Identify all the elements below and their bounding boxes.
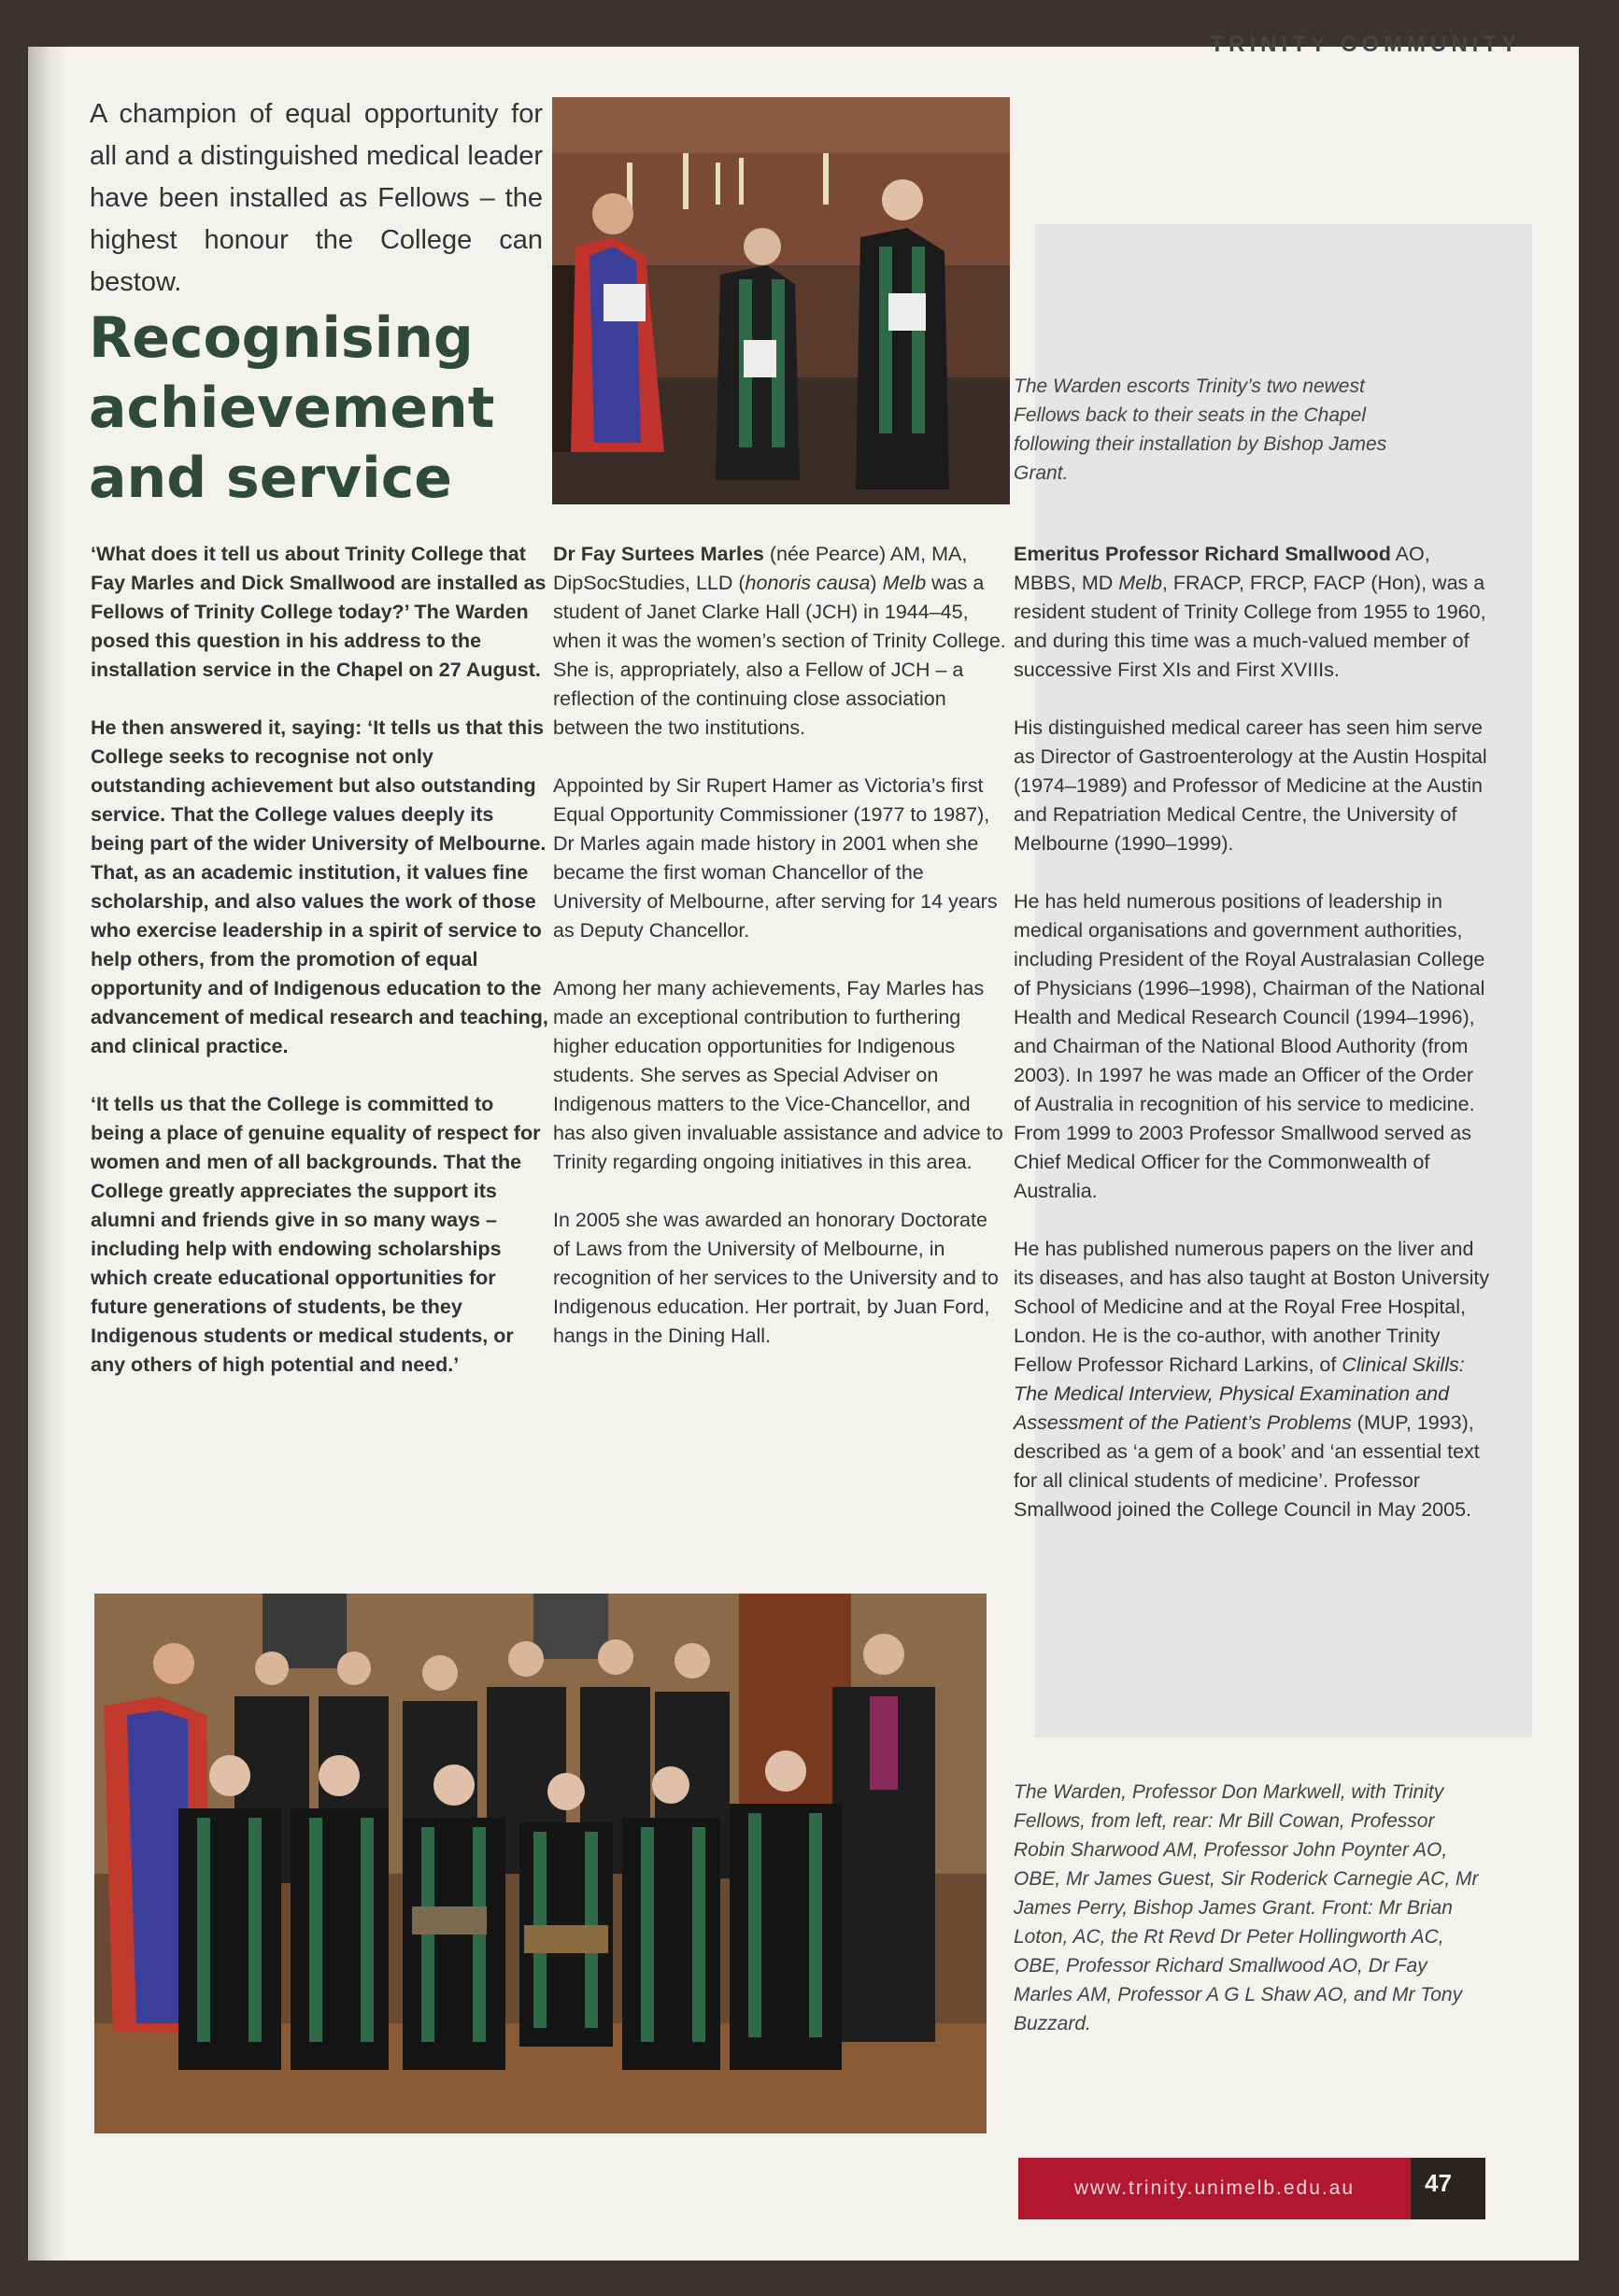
text-italic: honoris causa	[745, 572, 871, 594]
column-1	[91, 540, 548, 1409]
col1-paragraph: ‘It tells us that the College is committed to being a place of genuine equality of respect for women and men of all backgrounds. That the College greatly appreciates the support its alumni and friends give in so many ways – including help with endowing scholarships which create educational opportunities for future generations of students, be they Indigenous students or medical students, or any others of high potential and need.’	[91, 1093, 541, 1376]
col2-paragraph: Among her many achievements, Fay Marles has made an exceptional contribution to furthering higher education opportunities for Indigenous students. She serves as Special Adviser on Indigenous matters to the Vice-Chancellor, and has also given invaluable assistance and advice to Trinity regarding ongoing initiatives in this area.	[553, 977, 1003, 1173]
col3-paragraph: His distinguished medical career has seen him serve as Director of Gastroenterology at the Austin Hospital (1974–1989) and Professor of Medicine at the Austin and Repatriation Medical Centre, the University of Melbourne (1990–1999).	[1014, 716, 1487, 855]
chapel-procession-photo	[552, 97, 1010, 504]
fellows-group-photo	[94, 1594, 987, 2133]
col2-paragraph: In 2005 she was awarded an honorary Doctorate of Laws from the University of Melbourne, in recognition of her services to the University and to Indigenous education. Her portrait, by Juan Ford, hangs in the Dining Hall.	[553, 1209, 999, 1347]
photo2-caption: The Warden, Professor Don Markwell, with Trinity Fellows, from left, rear: Mr Bill Cowan, Professor Robin Sharwood AM, Professor John Poynter AO, OBE, Mr James Guest, Sir Roderick Carnegie AC, Mr James Perry, Bishop James Grant. Front: Mr Brian Loton, AC, the Rt Revd Dr Peter Hollingworth AC, OBE, Professor Richard Smallwood AO, Dr Fay Marles AM, Professor A G L Shaw AO, and Mr Tony Buzzard.	[1014, 1781, 1479, 2034]
smallwood-name: Emeritus Professor Richard Smallwood	[1014, 543, 1391, 565]
page-number: 47	[1425, 2169, 1452, 2197]
col3-paragraph: He has held numerous positions of leadership in medical organisations and government authorities, including President of the Royal Australasian College of Physicians (1996–1998), Chairman of the National Health and Medical Research Council (1994–1996), and Chairman of the National Blood Authority (from 2003). In 1997 he was made an Officer of the Order of Australia in recognition of his service to medicine. From 1999 to 2003 Professor Smallwood served as Chief Medical Officer for the Commonwealth of Australia.	[1014, 890, 1485, 1202]
column-2	[553, 540, 1008, 1380]
section-label: TRINITY COMMUNITY	[1210, 32, 1521, 57]
text-span: (MUP, 1993), described as ‘a gem of a book’ and ‘an essential text for all clinical students of medicine’. Professor Smallwood joined the College Council in May 2005.	[1014, 1411, 1480, 1521]
text-span: , FRACP, FRCP, FACP (Hon), was a resident student of Trinity College from 1955 to 1960, and during this time was a much-valued member of successive First XIs and First XVIIIs.	[1014, 572, 1486, 681]
photo1-caption: The Warden escorts Trinity’s two newest Fellows back to their seats in the Chapel following their installation by Bishop James Grant.	[1014, 376, 1387, 484]
intro-standfirst: A champion of equal opportunity for all and a distinguished medical leader have been installed as Fellows – the highest honour the College can bestow.	[90, 99, 543, 297]
marles-name: Dr Fay Surtees Marles	[553, 543, 764, 565]
smallwood-bio-paragraph	[1014, 540, 1495, 685]
text-span: was a student of Janet Clarke Hall (JCH) in 1944–45, when it was the women’s section of Trinity College. She is, appropriately, also a Fellow of JCH – a reflection of the continuing close association between the two institutions.	[553, 572, 1006, 739]
text-span: (née Pearce) AM, MA, DipSocStudies, LLD (	[553, 543, 968, 594]
text-italic: Melb	[1118, 572, 1162, 594]
marles-bio-paragraph	[553, 540, 1008, 743]
footer-url[interactable]: www.trinity.unimelb.edu.au	[1018, 2158, 1411, 2219]
text-italic: Clinical Skills: The Medical Interview, Physical Examination and Assessment of the Patient’s Problems	[1014, 1354, 1465, 1434]
col3-paragraph	[1014, 1235, 1495, 1524]
text-italic: Melb	[882, 572, 927, 594]
headline: Recognising achievement and service	[89, 305, 495, 511]
column-3	[1014, 540, 1495, 1553]
col2-paragraph: Appointed by Sir Rupert Hamer as Victoria’s first Equal Opportunity Commissioner (1977 to 1987), Dr Marles again made history in 2001 when she became the first woman Chancellor of the University of Melbourne, after serving for 14 years as Deputy Chancellor.	[553, 774, 998, 942]
col1-paragraph: He then answered it, saying: ‘It tells us that this College seeks to recognise not only outstanding achievement but also outstanding service. That the College values deeply its being part of the wider University of Melbourne. That, as an academic institution, it values fine scholarship, and also values the work of those who exercise leadership in a spirit of service to help others, from the promotion of equal opportunity and of Indigenous education to the advancement of medical research and teaching, and clinical practice.	[91, 716, 548, 1057]
text-span: He has published numerous papers on the liver and its diseases, and has also taught at Boston University School of Medicine and at the Royal Free Hospital, London. He is the co-author, with another Trinity Fellow Professor Richard Larkins, of	[1014, 1238, 1490, 1376]
page-gutter	[28, 47, 65, 2261]
text-span: )	[870, 572, 883, 594]
col1-paragraph: ‘What does it tell us about Trinity College that Fay Marles and Dick Smallwood are installed as Fellows of Trinity College today?’ The Warden posed this question in his address to the installation service in the Chapel on 27 August.	[91, 543, 547, 681]
text-span: AO, MBBS, MD	[1014, 543, 1430, 594]
